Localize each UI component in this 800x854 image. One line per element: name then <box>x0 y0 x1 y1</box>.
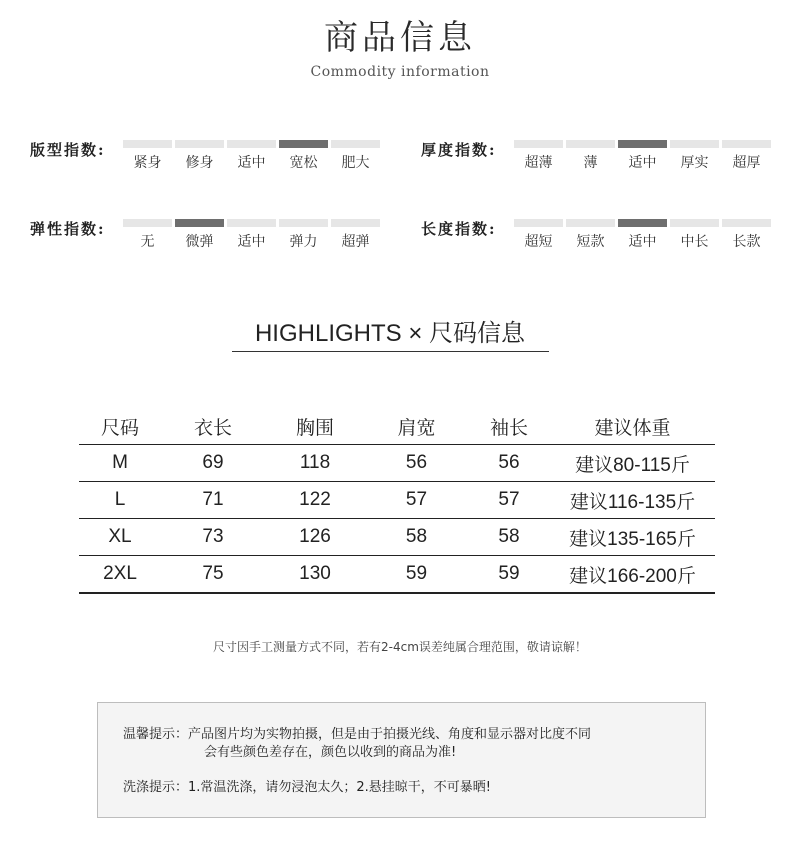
fit-index-label: 版型指数: <box>30 141 106 159</box>
warm-tip-line1: 温馨提示：产品图片均为实物拍摄，但是由于拍摄光线、角度和显示器对比度不同 <box>123 727 592 742</box>
table-row <box>79 556 715 594</box>
table-row <box>79 519 715 556</box>
warm-tip-line2: 会有些颜色差存在，颜色以收到的商品为准! <box>204 745 457 760</box>
length-index-scale <box>514 219 771 251</box>
measurement-note: 尺寸因手工测量方式不同，若有2-4cm误差纯属合理范围，敬请谅解！ <box>213 640 587 654</box>
header-chest: 胸围 <box>265 408 365 445</box>
cell-sleeve: 56 <box>468 445 550 482</box>
index-bar <box>722 219 771 227</box>
index-bar <box>123 140 172 148</box>
index-bar <box>331 219 380 227</box>
index-bar <box>566 140 615 148</box>
thickness-index-scale <box>514 140 771 172</box>
fit-index-option: 修身 <box>175 140 224 172</box>
thickness-index-option: 厚实 <box>670 140 719 172</box>
index-bar <box>670 140 719 148</box>
index-bar-selected <box>279 140 328 148</box>
index-bar-selected <box>618 219 667 227</box>
index-bar <box>331 140 380 148</box>
cell-shoulder: 56 <box>365 445 468 482</box>
length-index-option: 超短 <box>514 219 563 251</box>
cell-shoulder: 57 <box>365 482 468 519</box>
length-index-option: 中长 <box>670 219 719 251</box>
fit-index-option: 肥大 <box>331 140 380 172</box>
cell-weight: 建议116-135斤 <box>550 482 715 519</box>
thickness-index-option: 适中 <box>618 140 667 172</box>
elasticity-index-option: 适中 <box>227 219 276 251</box>
length-index-label: 长度指数: <box>421 220 497 238</box>
index-bar <box>514 140 563 148</box>
cell-sleeve: 57 <box>468 482 550 519</box>
elasticity-index-scale <box>123 219 380 251</box>
elasticity-index-option: 弹力 <box>279 219 328 251</box>
index-bar <box>175 140 224 148</box>
cell-shoulder: 59 <box>365 556 468 594</box>
cell-length: 69 <box>161 445 265 482</box>
cell-weight: 建议80-115斤 <box>550 445 715 482</box>
header-size: 尺码 <box>79 408 161 445</box>
highlights-title: HIGHLIGHTS × 尺码信息 <box>254 320 526 347</box>
header-shoulder: 肩宽 <box>365 408 468 445</box>
cell-sleeve: 59 <box>468 556 550 594</box>
length-index-option: 短款 <box>566 219 615 251</box>
section-subtitle: Commodity information <box>310 64 490 80</box>
cell-length: 75 <box>161 556 265 594</box>
length-index-option: 适中 <box>618 219 667 251</box>
cell-weight: 建议166-200斤 <box>550 556 715 594</box>
cell-size: M <box>79 445 161 482</box>
cell-length: 71 <box>161 482 265 519</box>
index-bar <box>123 219 172 227</box>
index-bar <box>227 219 276 227</box>
length-index-option: 长款 <box>722 219 771 251</box>
index-bar <box>514 219 563 227</box>
elasticity-index-option: 微弹 <box>175 219 224 251</box>
index-bar <box>279 219 328 227</box>
elasticity-index-option: 无 <box>123 219 172 251</box>
elasticity-index-option: 超弹 <box>331 219 380 251</box>
table-row <box>79 445 715 482</box>
wash-tip: 洗涤提示：1.常温洗涤，请勿浸泡太久；2.悬挂晾干，不可暴晒! <box>123 780 492 795</box>
index-bar <box>670 219 719 227</box>
thickness-index-option: 超薄 <box>514 140 563 172</box>
fit-index-option: 紧身 <box>123 140 172 172</box>
fit-index-option: 适中 <box>227 140 276 172</box>
index-bar-selected <box>618 140 667 148</box>
cell-size: 2XL <box>79 556 161 594</box>
tips-box <box>97 702 706 818</box>
header-sleeve: 袖长 <box>468 408 550 445</box>
cell-chest: 126 <box>265 519 365 556</box>
cell-weight: 建议135-165斤 <box>550 519 715 556</box>
cell-shoulder: 58 <box>365 519 468 556</box>
index-bar-selected <box>175 219 224 227</box>
index-bar <box>566 219 615 227</box>
cell-sleeve: 58 <box>468 519 550 556</box>
highlights-underline <box>232 351 549 352</box>
cell-size: XL <box>79 519 161 556</box>
cell-length: 73 <box>161 519 265 556</box>
fit-index-option: 宽松 <box>279 140 328 172</box>
size-table-header <box>79 408 715 445</box>
index-bar <box>227 140 276 148</box>
header-weight: 建议体重 <box>550 408 715 445</box>
size-table <box>79 408 715 594</box>
header-length: 衣长 <box>161 408 265 445</box>
elasticity-index-label: 弹性指数: <box>30 220 106 238</box>
cell-chest: 122 <box>265 482 365 519</box>
fit-index-scale <box>123 140 380 172</box>
thickness-index-option: 超厚 <box>722 140 771 172</box>
cell-size: L <box>79 482 161 519</box>
cell-chest: 118 <box>265 445 365 482</box>
table-row <box>79 482 715 519</box>
section-title: 商品信息 <box>324 18 476 58</box>
thickness-index-label: 厚度指数: <box>421 141 497 159</box>
thickness-index-option: 薄 <box>566 140 615 172</box>
index-bar <box>722 140 771 148</box>
cell-chest: 130 <box>265 556 365 594</box>
